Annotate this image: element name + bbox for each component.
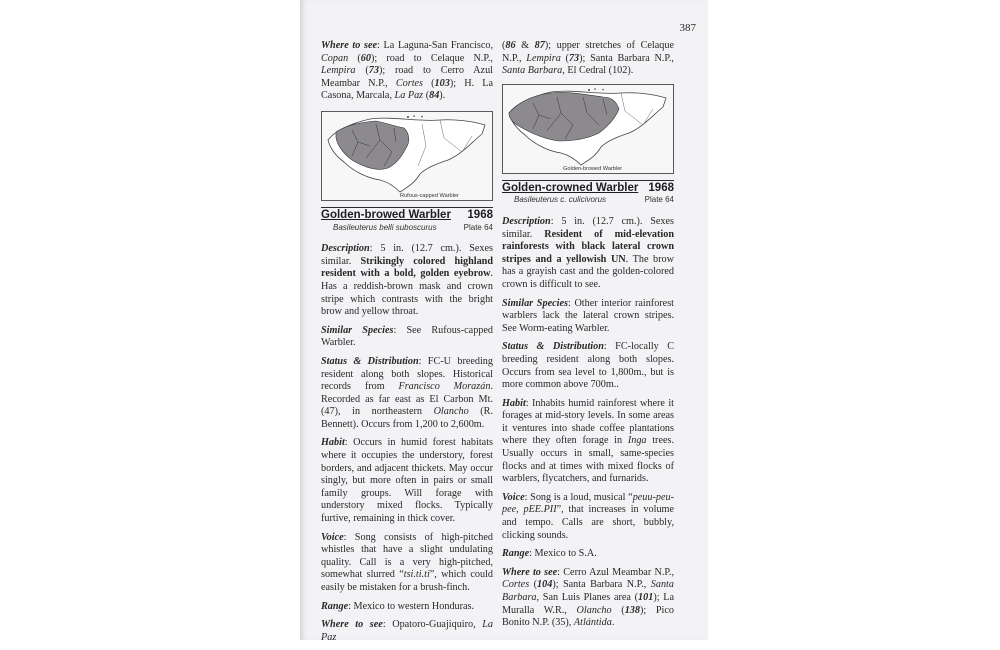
honduras-map-svg [503,85,673,173]
text: ( [529,579,538,591]
scientific-name: Basileuterus c. culicivorus [514,195,607,205]
text: . Recorded as far east as El Carbon Mt. (47), in northeastern [321,381,493,418]
label: Status & Distribution [321,355,419,367]
text: . [611,617,615,629]
text: : Occurs in humid forest habitats where it occupies the understory, forest borders, and adjacent thickets. May occur singly, but more often in pairs or small family groups. Will forage with understory mixed flocks. Typically furtive, remaining in thick cover. [321,437,493,525]
text: ( [423,77,435,89]
text: peuu-peu-pee, pEE.PII [502,491,674,516]
range-paragraph [321,601,493,614]
text: La Paz [321,619,494,643]
text: ( [611,604,625,616]
site-number: 60 [360,52,371,64]
plate-number: Plate 64 [644,195,674,205]
text: : Inhabits humid rainforest where it forages at mid-story levels. In some areas it ventures into shade coffee plantations where they often forage in [502,397,674,447]
where-to-see-continued [502,40,674,78]
text: tsi.ti.ti [403,569,430,581]
text: ”, which could easily be mistaken for a brush-finch. [321,569,493,593]
text: ); road to Cerro Azul Meambar N.P., [321,65,493,89]
description-paragraph [502,216,674,292]
habit-paragraph [321,437,493,525]
honduras-map-svg [322,112,492,200]
text: Inga [627,435,647,447]
text: Olancho [576,604,612,616]
status-paragraph [502,341,674,391]
text: Francisco Morazán [398,381,491,393]
label: Voice [321,531,344,543]
label: Range [321,600,349,612]
voice-paragraph [321,532,493,595]
status-paragraph [321,356,493,432]
where-to-see-paragraph [502,567,674,630]
text: : FC-U breeding resident along both slopes. Historical records from [321,355,493,393]
label: Status & Distribution [502,341,604,353]
text: : Mexico to western Honduras. [348,600,475,612]
species-name: Golden-browed Warbler [321,208,451,221]
label: Habit [502,397,526,409]
site-number: 87 [534,40,545,51]
label: Description [502,215,551,227]
text: : 5 in. (12.7 cm.). Sexes similar. [321,243,493,267]
text: ); Pico Bonito N.P. (35), [502,604,674,629]
label: Description [321,243,370,255]
text: : Cerro Azul Meambar N.P., [557,566,674,578]
text: ( [560,52,569,64]
text: ); Santa Barbara N.P., [552,579,651,591]
species-year: 1968 [648,181,674,194]
map-caption: Golden-browed Warbler [563,165,623,172]
site-number: 73 [368,65,379,77]
label: Habit [321,437,345,449]
text: Atlántida [573,617,612,629]
label: Where to see [321,619,383,631]
text: , San Luis Planes area ( [536,592,639,603]
label: Similar Species [502,297,568,309]
range-map-rufous-capped [321,111,493,201]
text: . The brow has a grayish cast and the golden-colored crown is difficult to see. [502,253,674,290]
site-number: 138 [624,604,640,616]
site-number: 104 [537,579,553,591]
text: La Paz [394,90,424,102]
text: Lempira [526,52,561,64]
site-number: 86 [505,40,516,51]
range-map-golden-browed [502,84,674,174]
text: ); H. La Casona, Marcala, [321,77,493,102]
text: Cortes [395,77,424,89]
text: ( [502,40,506,51]
species-subheading [321,222,493,235]
site-number: 73 [568,52,580,64]
text: ); La Muralla W.R., [502,592,675,616]
text: Strikingly colored highland resident with a bold, golden eyebrow [321,255,493,280]
plate-number: Plate 64 [463,222,493,232]
text: ( [355,65,369,77]
text: : FC-locally C breeding resident along both slopes. Occurs from sea level to 1,800m., but is more common above 700m.. [502,341,675,391]
text: : 5 in. (12.7 cm.). Sexes similar. [502,215,674,240]
text: : Opatoro-Guajiquiro, [382,619,483,631]
similar-species-paragraph [502,298,674,336]
text: ); upper stretches of Celaque N.P., [502,40,674,64]
text: . Has a reddish-brown mask and crown stripe which contrasts with the bright brow and yellow throat. [321,268,493,318]
label: Range [502,548,530,560]
voice-paragraph [502,492,674,542]
text: : Song is a loud, musical “ [524,491,633,503]
text: , El Cedral (102). [562,65,634,77]
site-number: 84 [429,90,440,102]
text: : Song consists of high-pitched whistles that have a slight undulating quality. Call is a very high-pitched, somewhat slurred “ [321,531,493,581]
habit-paragraph [502,398,674,486]
text: ). [439,90,446,102]
species-heading [502,180,674,195]
scientific-name: Basileuterus belli suboscurus [333,222,437,232]
label: Where to see [502,566,558,578]
species-name: Golden-crowned Warbler [502,181,639,194]
left-column [321,40,493,650]
text: ); Santa Barbara N.P., [579,52,674,64]
text: (R. Bennett). Occurs from 1,200 to 2,600m. [321,406,493,430]
text: ( [423,90,430,102]
text: & [515,40,535,51]
text: Cortes [502,579,530,591]
range-paragraph [502,548,674,561]
text: Resident of mid-elevation rainforests with black lateral crown stripes and a yellowish UN [502,228,675,265]
text: ); road to Celaque N.P., [370,52,493,64]
right-column [502,40,674,636]
text: : See Rufous-capped Warbler. [321,324,493,349]
where-to-see-paragraph [321,619,493,644]
text: : La Laguna-San Francisco, [377,40,493,51]
text: ”, that increases in volume and tempo. Calls are short, bubbly, clicking sounds. [502,504,674,541]
text: : Other interior rainforest warblers lack the lateral crown stripes. See Worm-eating Warbler. [502,297,674,334]
page-number: 387 [679,22,696,34]
text: Olancho [433,406,469,418]
text: Lempira [321,65,356,77]
label: Where to see [321,40,378,51]
text: Copan [321,52,349,64]
text: trees. Usually occurs in small, same-species flocks and at times with mixed flocks of warblers, flycatchers, and furnarids. [502,435,674,485]
species-heading [321,207,493,222]
species-subheading [502,194,674,207]
text: Santa Barbara [502,65,563,77]
similar-species-paragraph [321,325,493,350]
label: Voice [502,491,525,503]
text: : Mexico to S.A. [529,548,597,560]
text: Santa Barbara [502,579,674,603]
text: ( [348,52,361,64]
site-number: 103 [434,77,450,89]
species-year: 1968 [467,208,493,221]
label: Similar Species [321,324,394,336]
description-paragraph [321,243,493,319]
site-number: 101 [638,592,654,603]
book-page [300,0,708,643]
where-to-see-rufous [321,40,493,103]
map-caption: Rufous-capped Warbler [400,192,459,199]
